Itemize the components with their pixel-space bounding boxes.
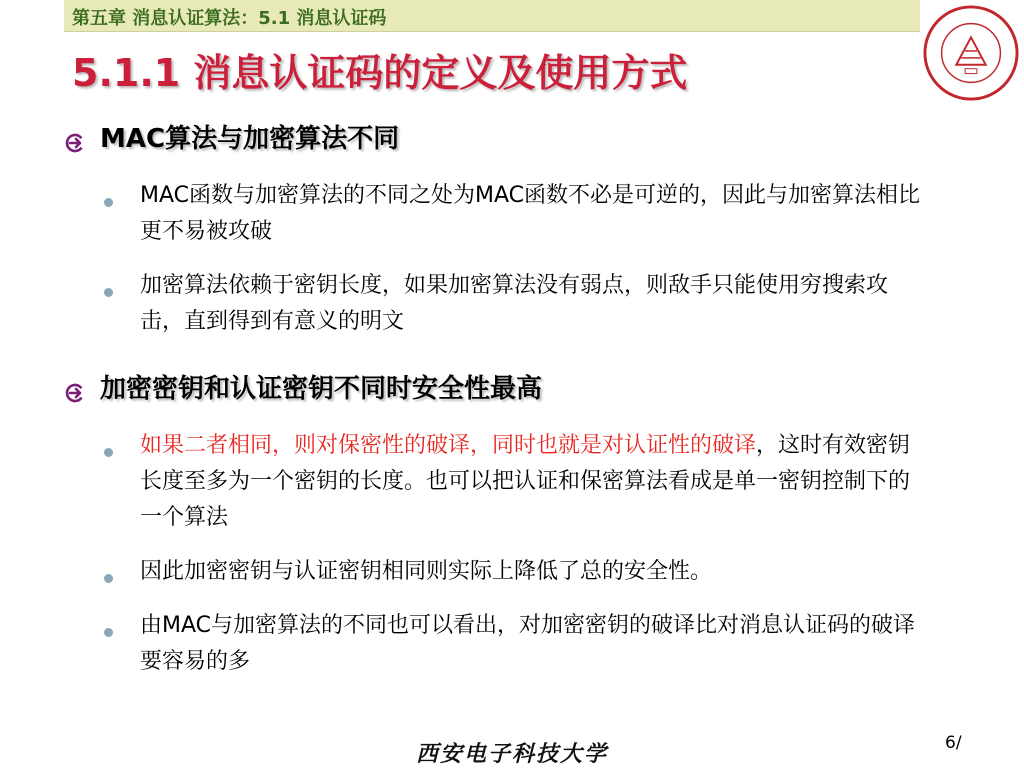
bullet-text <box>140 608 930 680</box>
bullet-dot-icon <box>104 628 113 637</box>
slide-title: 5.1.1 消息认证码的定义及使用方式 <box>72 51 688 95</box>
bullet-text <box>140 268 930 340</box>
bullet-text <box>140 428 930 536</box>
text-segment: 加密算法依赖于密钥长度，如果加密算法没有弱点，则敌手只能使用穷搜索攻击，直到得到有意义的明文 <box>140 273 889 334</box>
bullet-text <box>140 554 930 590</box>
circled-arrow-icon <box>64 382 86 404</box>
text-segment: ，这时有效密钥长度至多为一个密钥的长度。也可以把认证和保密算法看成是单一密钥控制下的一个算法 <box>140 433 911 530</box>
breadcrumb: 第五章 消息认证算法：5.1 消息认证码 <box>72 8 387 29</box>
bullet-dot-icon <box>104 574 113 583</box>
bullet-text <box>140 178 930 250</box>
section-heading: 加密密钥和认证密钥不同时安全性最高 <box>100 374 543 404</box>
text-segment: 由MAC与加密算法的不同也可以看出，对加密密钥的破译比对消息认证码的破译要容易的多 <box>140 613 916 674</box>
highlighted-text: 如果二者相同，则对保密性的破译，同时也就是对认证性的破译 <box>140 433 757 458</box>
bullet-dot-icon <box>104 288 113 297</box>
page-number: 6/ <box>945 733 962 753</box>
text-segment: 因此加密密钥与认证密钥相同则实际上降低了总的安全性。 <box>140 559 713 584</box>
bullet-dot-icon <box>104 448 113 457</box>
circled-arrow-icon <box>64 132 86 154</box>
text-segment: MAC函数与加密算法的不同之处为MAC函数不必是可逆的，因此与加密算法相比更不易被攻破 <box>140 183 921 244</box>
university-logo: 西安电子科技大学 <box>416 741 609 767</box>
bullet-dot-icon <box>104 198 113 207</box>
section-heading: MAC算法与加密算法不同 <box>100 124 400 154</box>
